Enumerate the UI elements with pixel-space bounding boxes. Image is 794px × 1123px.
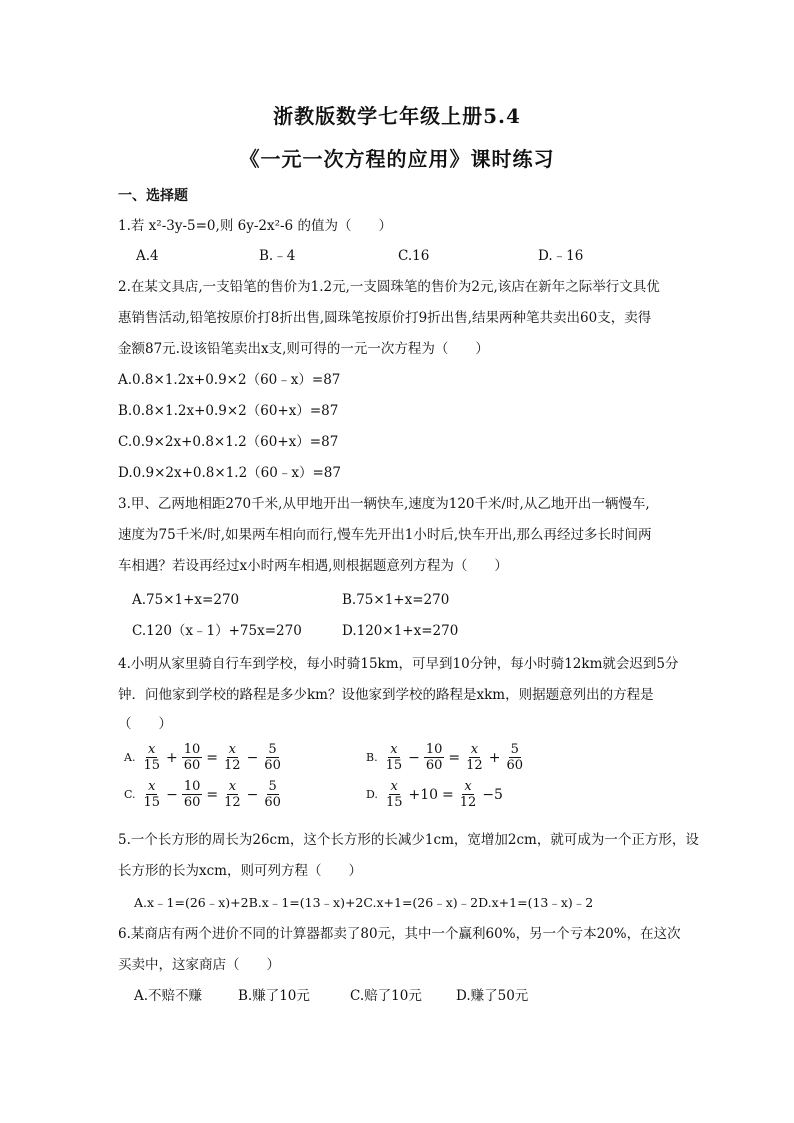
fraction: $\frac{x}{15}$ — [143, 742, 160, 773]
question-2-stem-line3: 金额87元.设该铅笔卖出x支,则可得的一元一次方程为（ ） — [118, 341, 489, 357]
q4-option-c: C. $\frac{x}{15}$ − $\frac{10}{60}$ = $\frac{x}{12}$ − $\frac{5}{60}$ — [124, 779, 281, 810]
q4-option-b: B. $\frac{x}{15}$ − $\frac{10}{60}$ = $\frac{x}{12}$ + $\frac{5}{60}$ — [366, 742, 523, 773]
q1-option-c: C.16 — [398, 248, 430, 264]
question-5-stem-line1: 5.一个长方形的周长为26cm，这个长方形的长减少1cm，宽增加2cm，就可成为一个正方形，设 — [118, 832, 699, 848]
q2-option-c: C.0.9×2x+0.8×1.2（60+x）=87 — [118, 434, 339, 450]
q6-option-d: D.赚了50元 — [456, 988, 529, 1004]
q3-option-a: A.75×1+x=270 — [132, 592, 240, 608]
page-subtitle: 《一元一次方程的应用》课时练习 — [239, 147, 555, 171]
fraction: $\frac{x}{12}$ — [466, 742, 483, 773]
question-2-stem-line2: 惠销售活动,铅笔按原价打8折出售,圆珠笔按原价打9折出售,结果两种笔共卖出60支，卖得 — [118, 310, 652, 326]
fraction: $\frac{5}{60}$ — [506, 742, 523, 773]
question-5-stem-line2: 长方形的长为xcm，则可列方程（ ） — [118, 863, 362, 879]
q1-option-d: D.﹣16 — [538, 248, 584, 264]
fraction: $\frac{x}{12}$ — [224, 779, 241, 810]
question-2-stem-line1: 2.在某文具店,一支铅笔的售价为1.2元,一支圆珠笔的售价为2元,该店在新年之际举行文具优 — [118, 279, 660, 295]
q3-option-c: C.120（x﹣1）+75x=270 — [132, 623, 302, 639]
q2-option-d: D.0.9×2x+0.8×1.2（60﹣x）=87 — [118, 465, 341, 481]
q2-option-b: B.0.8×1.2x+0.9×2（60+x）=87 — [118, 403, 339, 419]
q6-option-b: B.赚了10元 — [238, 988, 310, 1004]
question-4-stem-line2: 钟．问他家到学校的路程是多少km？设他家到学校的路程是xkm，则据题意列出的方程是 — [118, 687, 654, 703]
q5-options: A.x﹣1=(26﹣x)+2B.x﹣1=(13﹣x)+2C.x+1=(26﹣x)﹣2D.x+1=(13﹣x)﹣2 — [134, 895, 594, 910]
question-6-stem-line1: 6.某商店有两个进价不同的计算器都卖了80元，其中一个赢利60%，另一个亏本20%，在这次 — [118, 926, 681, 942]
fraction: $\frac{x}{12}$ — [459, 779, 477, 810]
page-title: 浙教版数学七年级上册5.4 — [273, 104, 521, 128]
fraction: $\frac{x}{12}$ — [224, 742, 241, 773]
q1-option-a: A.4 — [136, 248, 159, 264]
question-4-stem-line3: （ ） — [118, 716, 172, 732]
fraction: $\frac{x}{15}$ — [385, 742, 403, 773]
q6-option-c: C.赔了10元 — [350, 988, 422, 1004]
fraction: $\frac{10}{60}$ — [183, 779, 201, 810]
q3-option-d: D.120×1+x=270 — [342, 623, 459, 639]
q4-option-a-label: A. — [124, 751, 136, 764]
fraction: $\frac{x}{15}$ — [143, 779, 161, 810]
q4-option-a: A. $\frac{x}{15}$ + $\frac{10}{60}$ = $\frac{x}{12}$ − $\frac{5}{60}$ — [124, 742, 281, 773]
q4-option-c-label: C. — [124, 788, 136, 801]
fraction: $\frac{x}{15}$ — [385, 779, 403, 810]
q3-option-b: B.75×1+x=270 — [342, 592, 450, 608]
q2-option-a: A.0.8×1.2x+0.9×2（60﹣x）=87 — [118, 372, 341, 388]
question-3-stem-line3: 车相遇？若设再经过x小时两车相遇,则根据题意列方程为（ ） — [118, 558, 508, 574]
fraction: $\frac{5}{60}$ — [264, 779, 281, 810]
q4-option-d: D. $\frac{x}{15}$ +10 = $\frac{x}{12}$ −5 — [366, 779, 503, 810]
q4-option-d-label: D. — [366, 788, 378, 801]
question-3-stem-line1: 3.甲、乙两地相距270千米,从甲地开出一辆快车,速度为120千米/时,从乙地开出一辆慢车, — [118, 496, 650, 512]
fraction: $\frac{5}{60}$ — [264, 742, 281, 773]
fraction: $\frac{10}{60}$ — [425, 742, 443, 773]
question-3-stem-line2: 速度为75千米/时,如果两车相向而行,慢车先开出1小时后,快车开出,那么再经过多长时间两 — [118, 527, 652, 543]
q4-option-b-label: B. — [366, 751, 378, 764]
question-4-stem-line1: 4.小明从家里骑自行车到学校，每小时骑15km，可早到10分钟，每小时骑12km就会迟到5分 — [118, 656, 679, 672]
question-6-stem-line2: 买卖中，这家商店（ ） — [118, 957, 280, 973]
fraction: $\frac{10}{60}$ — [183, 742, 201, 773]
q1-option-b: B.﹣4 — [259, 248, 296, 264]
q6-option-a: A.不赔不赚 — [134, 988, 203, 1004]
question-1-stem: 1.若 x²-3y-5=0,则 6y-2x²-6 的值为（ ） — [118, 218, 392, 234]
section-heading: 一、选择题 — [118, 188, 188, 204]
